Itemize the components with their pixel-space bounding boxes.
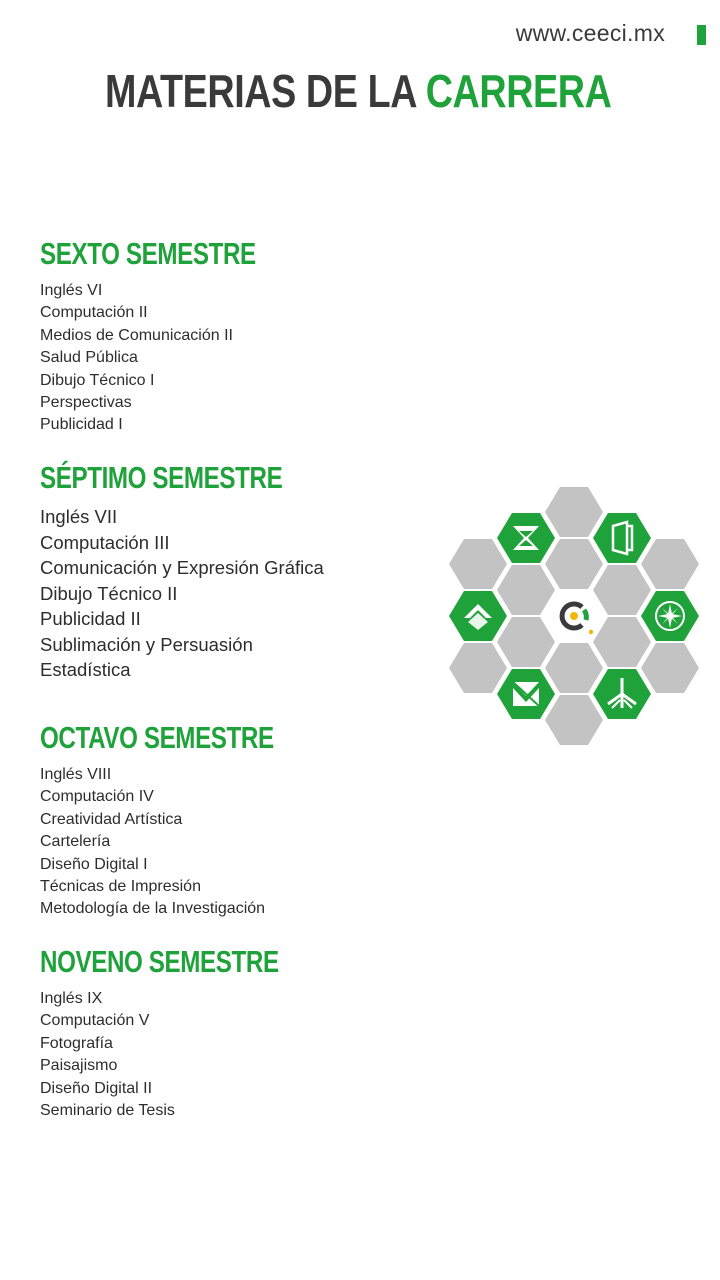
subject-item: Publicidad I — [40, 416, 123, 434]
subject-item: Inglés VI — [40, 282, 103, 299]
page-title-part2: CARRERA — [425, 65, 612, 117]
envelope-icon — [497, 669, 555, 719]
cycle-icon — [449, 591, 507, 641]
subject-item: Creatividad Artística — [40, 810, 183, 828]
door-icon — [593, 513, 651, 563]
subject-item: Sublimación y Persuasión — [40, 633, 253, 655]
subject-item: Computación II — [40, 304, 148, 322]
subject-item: Perspectivas — [40, 394, 132, 412]
subject-item: Computación III — [40, 531, 170, 553]
semester-section-septimo — [40, 460, 351, 683]
subject-item: Salud Pública — [40, 349, 138, 367]
hex-cell — [593, 565, 651, 615]
semester-section-noveno — [40, 944, 346, 1122]
subject-item: Inglés VIII — [40, 766, 112, 783]
hex-cell — [641, 643, 699, 693]
section-title: SÉPTIMO SEMESTRE — [40, 460, 283, 495]
semester-section-sexto — [40, 236, 317, 437]
subject-item: Publicidad II — [40, 608, 141, 629]
subject-item: Fotografía — [40, 1034, 113, 1052]
page-title-part1: MATERIAS DE LA — [104, 65, 426, 117]
subject-item: Dibujo Técnico II — [40, 582, 178, 604]
hex-cell — [545, 695, 603, 745]
subject-item: Comunicación y Expresión Gráfica — [40, 557, 324, 578]
subject-item: Computación V — [40, 1012, 150, 1030]
subject-list — [40, 280, 317, 437]
hex-cell — [545, 643, 603, 693]
hexagon-graphic — [448, 484, 700, 748]
hourglass-icon — [497, 513, 555, 563]
subject-item: Computación IV — [40, 788, 154, 806]
hex-cell — [497, 617, 555, 667]
subject-list — [40, 764, 340, 921]
accent-bar — [697, 25, 706, 45]
subject-item: Medios de Comunicación II — [40, 326, 233, 344]
tripod-icon — [593, 669, 651, 719]
hex-cell — [545, 487, 603, 537]
hex-cell — [497, 565, 555, 615]
subject-item: Diseño Digital I — [40, 855, 148, 873]
hex-cell — [449, 643, 507, 693]
subject-item: Inglés IX — [40, 990, 103, 1007]
section-title: OCTAVO SEMESTRE — [40, 720, 274, 755]
subject-item: Diseño Digital II — [40, 1079, 153, 1097]
subject-item: Cartelería — [40, 833, 111, 851]
section-title: SEXTO SEMESTRE — [40, 236, 256, 271]
subject-item: Técnicas de Impresión — [40, 878, 201, 896]
subject-item: Dibujo Técnico I — [40, 371, 155, 389]
semester-section-octavo — [40, 720, 340, 921]
subject-list — [40, 988, 346, 1122]
site-url[interactable]: www.ceeci.mx — [515, 20, 665, 46]
page-title — [63, 64, 653, 118]
subject-item: Metodología de la Investigación — [40, 900, 266, 918]
section-title: NOVENO SEMESTRE — [40, 944, 279, 979]
subject-item: Paisajismo — [40, 1057, 118, 1075]
hex-cell — [545, 539, 603, 589]
subject-list — [40, 504, 351, 683]
hex-cell — [449, 539, 507, 589]
subject-item: Seminario de Tesis — [40, 1102, 175, 1120]
starburst-icon — [641, 591, 699, 641]
subject-item: Inglés VII — [40, 506, 118, 527]
subject-item: Estadística — [40, 659, 131, 680]
hex-cell — [641, 539, 699, 589]
hex-cell — [593, 617, 651, 667]
